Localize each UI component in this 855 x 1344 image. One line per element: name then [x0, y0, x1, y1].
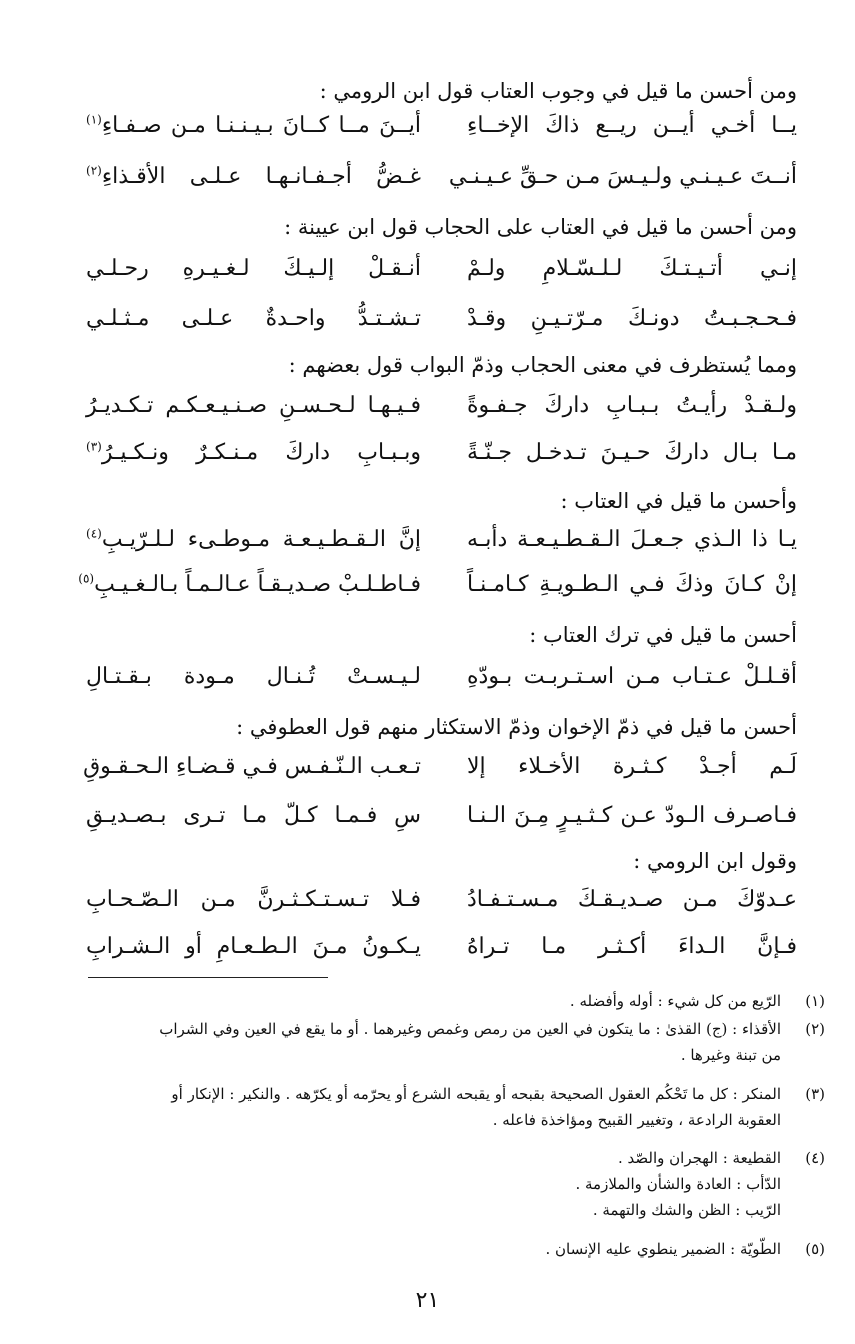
verse-13-first-hemistich: فـإنَّ الـداءَ أكـثـر مـا تـراهُ — [467, 934, 797, 959]
verse-7-first-hemistich: يـا ذا الـذي جـعـلَ الـقـطـيـعـة دأبـه — [467, 527, 797, 552]
page-number: ٢١ — [415, 1288, 440, 1313]
verse-10-first-hemistich: لَـم أجـدْ كـثـرة الأخـلاء إلا — [467, 754, 797, 779]
verse-2-first-hemistich: أنــتَ عـيـنـي ولـيـسَ مـن حـقِّ عـيـنـي — [448, 164, 797, 189]
verse-5-second-hemistich: فـيـهـا لـحـسـنِ صـنـيـعـكـم تـكـديـرُ — [86, 393, 421, 418]
footnote-2-continuation: من تبنة وغيرها . — [680, 1046, 781, 1064]
footnote-2 — [48, 1016, 825, 1068]
intro-line-7: وقول ابن الرومي : — [633, 849, 797, 873]
footnote-5-number: (٥) — [805, 1240, 825, 1258]
verse-11-first-hemistich: فـاصـرف الـودّ عـن كـثـيـرٍ مِـنَ الـنـا — [467, 803, 797, 828]
verse-8-second-hemistich — [78, 565, 421, 605]
verse-line-2 — [86, 157, 797, 197]
verse-line-9 — [86, 657, 797, 697]
verse-8-first-hemistich: إنْ كـانَ وذكَ فـي الـطـويـةِ كـامـنـاً — [467, 572, 797, 597]
intro-line-5: أحسن ما قيل في ترك العتاب : — [529, 623, 797, 647]
intro-line-1: ومن أحسن ما قيل في وجوب العتاب قول ابن الرومي : — [319, 79, 797, 103]
verse-12-second-hemistich: فـلا تـسـتـكـثـرنَّ مـن الـصّـحـابِ — [86, 887, 421, 912]
footnote-4-continuation-2: الرّيب : الظن والشك والتهمة . — [592, 1201, 781, 1219]
intro-line-3: ومما يُستظرف في معنى الحجاب وذمّ البواب قول بعضهم : — [288, 353, 797, 377]
intro-line-6: أحسن ما قيل في ذمّ الإخوان وذمّ الاستكثار منهم قول العطوفي : — [236, 715, 797, 739]
verse-line-12 — [86, 880, 797, 920]
verse-line-11 — [86, 796, 797, 836]
verse-8-second-text: فـاطـلـبْ صـديـقـاً عـالـمـاً بـالـغـيـبِ — [94, 572, 421, 597]
verse-3-first-hemistich: إنـي أتـيـتـكَ لـلـسّـلامِ ولـمْ — [467, 256, 797, 281]
footnote-1 — [48, 988, 825, 1014]
verse-line-6 — [86, 433, 797, 473]
footnote-3 — [48, 1081, 825, 1133]
footnote-4 — [48, 1145, 825, 1223]
verse-line-13 — [86, 927, 797, 967]
verse-1-second-hemistich — [86, 106, 421, 146]
verse-4-second-hemistich: تـشـتـدُّ واحـدةٌ عـلـى مـثـلـي — [86, 306, 421, 331]
footnote-marker-5: (٥) — [78, 571, 95, 586]
verse-7-second-text: إنَّ الـقـطـيـعـة مـوطـىء لـلـرّيـبِ — [101, 527, 421, 552]
verse-6-second-text: وبـبـابِ داركَ مـنـكـرٌ ونـكـيـرُ — [101, 440, 421, 465]
footnote-3-number: (٣) — [805, 1085, 825, 1103]
intro-line-4: وأحسن ما قيل في العتاب : — [560, 489, 797, 513]
footnote-4-continuation: الدّأب : العادة والشأن والملازمة . — [575, 1175, 781, 1193]
verse-9-second-hemistich: لـيـسـتْ تُـنـال مـودة بـقـتـالِ — [86, 664, 421, 689]
verse-1-first-hemistich: يــا أخـي أيــن ريــع ذاكَ الإخــاءِ — [467, 113, 797, 138]
footnote-5 — [48, 1236, 825, 1262]
verse-line-5 — [86, 386, 797, 426]
footnote-3-continuation: العقوبة الرادعة ، وتغيير القبيح ومؤاخذة فاعله . — [492, 1111, 781, 1129]
intro-line-2: ومن أحسن ما قيل في العتاب على الحجاب قول ابن عيينة : — [284, 215, 797, 239]
verse-line-8 — [78, 565, 797, 605]
footnote-4-text: القطيعة : الهجران والصّد . — [618, 1149, 781, 1167]
verse-4-first-hemistich: فـحـجـبـتُ دونـكَ مـرّتـيـنِ وقـدْ — [467, 306, 797, 331]
verse-line-1 — [86, 106, 797, 146]
verse-3-second-hemistich: أنـقـلْ إلـيـكَ لـغـيـرهِ رحـلـي — [86, 256, 421, 281]
footnote-2-text: الأقذاء : (ج) القذىٰ : ما يتكون في العين من رمص وغمص وغيرهما . أو ما يقع في العين وفي الشراب — [159, 1020, 781, 1038]
verse-line-4 — [86, 299, 797, 339]
verse-2-second-hemistich — [86, 157, 421, 197]
footnote-marker-1: (١) — [86, 112, 102, 127]
verse-13-second-hemistich: يـكـونُ مـنَ الـطـعـامِ أو الـشـرابِ — [86, 934, 421, 959]
verse-12-first-hemistich: عـدوّكَ مـن صـديـقـكَ مـسـتـفـادُ — [467, 887, 797, 912]
verse-6-first-hemistich: مـا بـال داركَ حـيـنَ تـدخـل جـنّـةً — [467, 440, 797, 465]
footnote-marker-3: (٣) — [86, 439, 102, 454]
footnote-1-text: الرّيع من كل شيء : أوله وأفضله . — [569, 992, 781, 1010]
verse-9-first-hemistich: أقـلـلْ عـتـاب مـن اسـتـربـت بـودّهِ — [467, 664, 797, 689]
verse-5-first-hemistich: ولـقـدْ رأيـتُ بـبـابِ داركَ جـفـوةً — [467, 393, 797, 418]
verse-7-second-hemistich — [86, 520, 421, 560]
footnote-5-text: الطّويّة : الضمير ينطوي عليه الإنسان . — [545, 1240, 781, 1258]
verse-1-second-text: أيــنَ مــا كــانَ بـيـنـنـا مـن صـفـاءِ — [101, 113, 421, 138]
footnote-1-number: (١) — [805, 992, 825, 1010]
verse-2-second-text: غـضُّ أجـفـانـهـا عـلـى الأقـذاءِ — [101, 164, 421, 189]
verse-6-second-hemistich — [86, 433, 421, 473]
verse-10-second-hemistich: تـعـب الـنّـفـس فـي قـضـاءِ الـحـقـوقِ — [83, 754, 421, 779]
footnote-separator — [88, 977, 328, 978]
verse-line-3 — [86, 249, 797, 289]
footnote-marker-2: (٢) — [86, 163, 102, 178]
verse-line-10 — [83, 747, 797, 787]
footnote-2-number: (٢) — [805, 1020, 825, 1038]
footnote-4-number: (٤) — [805, 1149, 825, 1167]
verse-11-second-hemistich: سِ فـمـا كـلّ مـا تـرى بـصـديـقِ — [86, 803, 421, 828]
footnote-3-text: المنكر : كل ما تَحْكُم العقول الصحيحة بقبحه أو يقبحه الشرع أو يحرّمه أو يكرّهه . والنكير : الإنكار أو — [171, 1085, 781, 1103]
footnote-marker-4: (٤) — [86, 526, 102, 541]
verse-line-7 — [86, 520, 797, 560]
